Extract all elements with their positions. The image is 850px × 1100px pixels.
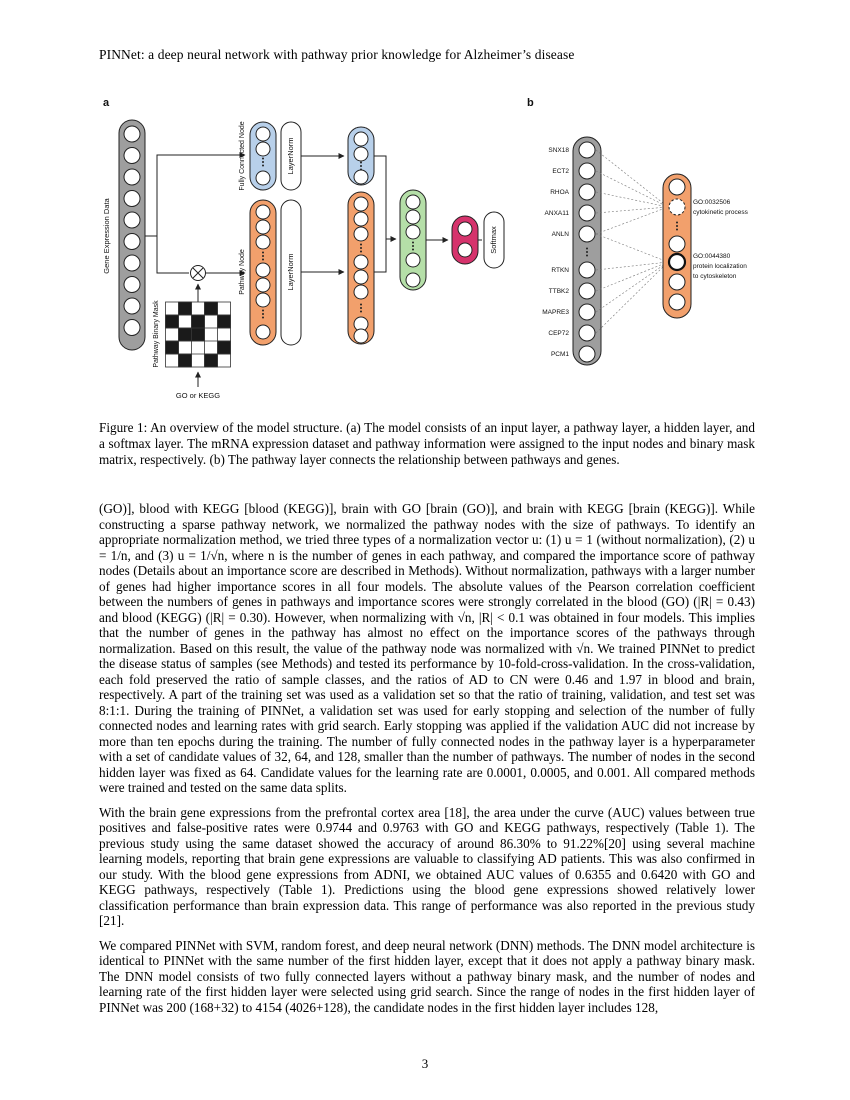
gene-label: ANLN	[551, 231, 569, 238]
pathway-node-capsule	[239, 200, 276, 345]
fully-connected-node-label: Fully Connected Node	[239, 121, 246, 191]
panel-b-label: b	[527, 97, 534, 109]
elementwise-multiply-icon	[191, 266, 206, 281]
wire-to-multiply	[157, 236, 189, 273]
pathway2-name-line1: protein localization	[693, 263, 747, 270]
model-structure-diagram	[95, 92, 775, 422]
pathway1-id: GO:0032506	[693, 199, 731, 206]
body-paragraph-2: With the brain gene expressions from the prefrontal cortex area [18], the area under the curve (AUC) values between true positives and false-positive rates were 0.9744 and 0.9763 with GO and KEGG pathways, respectively (Table 1). The previous study using the same dataset showed the accuracy of around 86.30% to 91.22%[20] using several machine learning models, reporting that brain gene expressions are valuable to classifying AD patients. This was also confirmed in our study. With the blood gene expressions from ADNI, we obtained AUC values of 0.6355 and 0.6420 with GO and KEGG pathways, respectively (Table 1). Predictions using the blood gene expressions showed relatively lower classification performance than brain expression data. This range of performance was also reported in the previous study [21].	[99, 804, 755, 928]
second-hidden-layer-capsule	[400, 190, 426, 290]
pathway1-name: cytokinetic process	[693, 209, 748, 216]
gene-label: ANXA11	[544, 210, 569, 217]
pathway-node-cytoskeleton	[669, 254, 685, 270]
pathway-node-label: Pathway Node	[239, 249, 246, 295]
panel-a-label: a	[103, 97, 110, 109]
gene-name-list	[542, 147, 569, 358]
layernorm-1-label: LayerNorm	[285, 137, 295, 175]
running-header: PINNet: a deep neural network with pathway prior knowledge for Alzheimer’s disease	[99, 47, 575, 62]
gene-label: ECT2	[552, 168, 569, 175]
hidden-concat-pathway-capsule	[348, 192, 374, 344]
go-or-kegg-label: GO or KEGG	[175, 391, 221, 400]
pathway2-id: GO:0044380	[693, 253, 731, 260]
page-number: 3	[421, 1056, 429, 1071]
gene-label: SNX18	[548, 147, 569, 154]
figure-caption: Figure 1: An overview of the model structure. (a) The model consists of an input layer, a pathway layer, a hidden layer, and a softmax layer. The mRNA expression dataset and pathway information were assigned to the input nodes and binary mask matrix, respectively. (b) The pathway layer connects the relationship between pathways and genes.	[99, 420, 755, 467]
body-text	[99, 501, 755, 1024]
gene-label: RTKN	[551, 267, 569, 274]
body-paragraph-1: (GO)], blood with KEGG [blood (KEGG)], brain with GO [brain (GO)], and brain with KEGG [brain (KEGG)]. While constructing a sparse pathway network, we normalized the pathway nodes with the size of pathways. To identify an appropriate normalization method, we tried three types of a normalization vector u: (1) u = 1 (without normalization), (2) u = 1/n, and (3) u = 1/√n, where n is the number of genes in each pathway, and compared the importance score of pathway nodes (Details about an importance score are described in Methods). Without normalization, pathways with a larger number of genes had higher importance scores in all four models. The absolute values of the Pearson correlation coefficient between the numbers of genes in pathways and importance scores were strongly correlated in the blood (GO) (|R| = 0.43) and blood (KEGG) (|R| = 0.30). However, when normalizing with √n, |R| < 0.1 was obtained in four models. This implies that the number of genes in the pathway has almost no effect on the importance scores of the pathways through normalization. Based on this result, the value of the pathway node was normalized with √n. We trained PINNet to predict the disease status of samples (see Methods) and tested its performance by 10-fold-cross-validation. In the cross-validation, each fold preserved the ratio of sample classes, and the ratios of AD to CN were 0.46 and 1.97 in blood and brain, respectively. A part of the training set was used as a validation set so that the ratio of training, validation, and test set was 8:1:1. During the training of PINNet, a validation set was used for early stopping and selection of the number of fully connected nodes and learning rates with grid search. Early stopping was applied if the validation AUC did not increase by more than ten epochs during the training. The number of fully connected nodes in the pathway layer is a hyperparameter with a set of candidate values of 32, 64, and 128, smaller than the number of pathways. The number of nodes in the second hidden layer was fixed as 64. Candidate values for the learning rate are 0.0001, 0.0005, and 0.001. All compared methods were trained and tested on the same data splits.	[99, 501, 755, 795]
gene-expression-input-column	[102, 120, 145, 350]
layernorm-2	[281, 200, 301, 345]
pathway-annotations	[693, 199, 749, 280]
figure-1	[95, 92, 775, 422]
pathway-binary-mask-label: Pathway Binary Mask	[153, 300, 160, 368]
hidden-concat-fc-capsule	[348, 127, 374, 185]
gene-expression-label: Gene Expression Data	[102, 198, 111, 274]
output-layer-capsule	[452, 216, 478, 264]
pathway-layer-column-b	[663, 174, 691, 318]
pathway-node-cytokinetic	[669, 199, 685, 215]
wire-to-fully-connected	[157, 155, 245, 236]
layernorm-1	[281, 122, 301, 190]
gene-label: MAPRE3	[542, 309, 569, 316]
softmax-label: Softmax	[488, 226, 498, 254]
gene-label: TTBK2	[548, 288, 569, 295]
fully-connected-node-capsule	[239, 121, 276, 190]
pathway-binary-mask	[153, 284, 231, 400]
body-paragraph-3: We compared PINNet with SVM, random forest, and deep neural network (DNN) methods. The DNN model architecture is identical to PINNet with the same number of the first hidden layer, except that it does not apply a pathway binary mask. The DNN model consists of two fully connected layers without a pathway binary mask, and the number of nodes and learning rate of the first hidden layer were selected using grid search. Since the range of nodes in the first hidden layer of PINNet was 200 (168+32) to 4154 (4026+128), the candidate nodes in the first hidden layer includes 128,	[99, 937, 755, 1015]
gene-label: PCM1	[550, 351, 569, 358]
gene-label: RHOA	[550, 189, 569, 196]
merge-wires	[374, 156, 386, 272]
pathway2-name-line2: to cytoskeleton	[693, 273, 737, 280]
layernorm-2-label: LayerNorm	[285, 253, 295, 291]
gene-pathway-connections	[596, 150, 668, 333]
gene-label: CEP72	[548, 330, 569, 337]
softmax-block	[484, 212, 504, 268]
